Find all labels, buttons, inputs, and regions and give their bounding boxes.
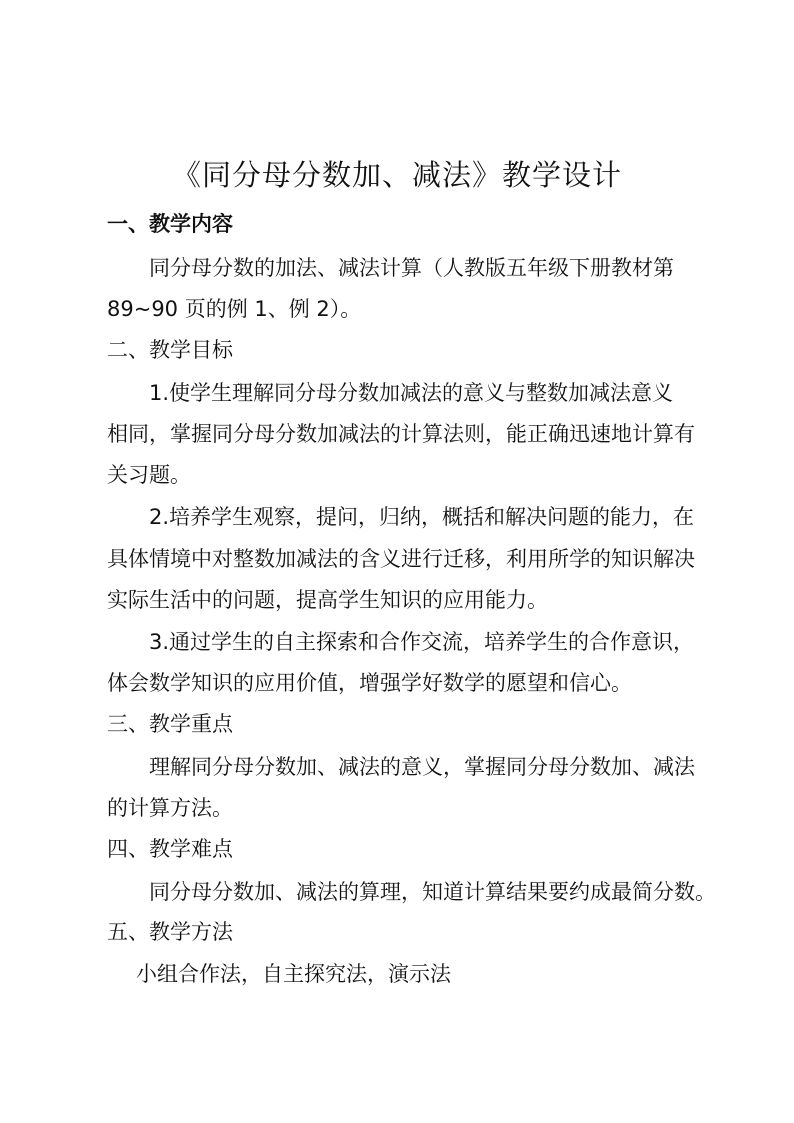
section-heading-methods: 五、教学方法 (107, 920, 233, 944)
goal-1-line-3: 关习题。 (107, 463, 191, 487)
methods-line-1: 小组合作法，自主探究法，演示法 (136, 962, 451, 986)
section-heading-goals: 二、教学目标 (107, 338, 233, 362)
keypoints-line-2: 的计算方法。 (107, 796, 233, 820)
goal-1-line-2: 相同，掌握同分母分数加减法的计算法则，能正确迅速地计算有 (107, 422, 695, 446)
goal-3-line-1: 3.通过学生的自主探索和合作交流，培养学生的合作意识， (149, 630, 695, 654)
goal-2-line-2: 具体情境中对整数加减法的含义进行迁移，利用所学的知识解决 (107, 547, 695, 571)
section-heading-difficulties: 四、教学难点 (107, 837, 233, 861)
goal-1-line-1: 1.使学生理解同分母分数加减法的意义与整数加减法意义 (149, 381, 674, 405)
section-heading-keypoints: 三、教学重点 (107, 712, 233, 736)
goal-3-line-2: 体会数学知识的应用价值，增强学好数学的愿望和信心。 (107, 671, 632, 695)
difficulties-line-1: 同分母分数加、减法的算理，知道计算结果要约成最简分数。 (149, 880, 716, 904)
content-line-2: 89~90 页的例 1、例 2）。 (107, 297, 362, 321)
content-line-1: 同分母分数的加法、减法计算（人教版五年级下册教材第 (149, 256, 674, 280)
document-title: 《同分母分数加、减法》教学设计 (171, 158, 622, 192)
goal-2-line-1: 2.培养学生观察，提问，归纳，概括和解决问题的能力，在 (149, 505, 695, 529)
goal-2-line-3: 实际生活中的问题，提高学生知识的应用能力。 (107, 588, 548, 612)
section-heading-content: 一、教学内容 (107, 212, 233, 236)
keypoints-line-1: 理解同分母分数加、减法的意义，掌握同分母分数加、减法 (149, 755, 695, 779)
